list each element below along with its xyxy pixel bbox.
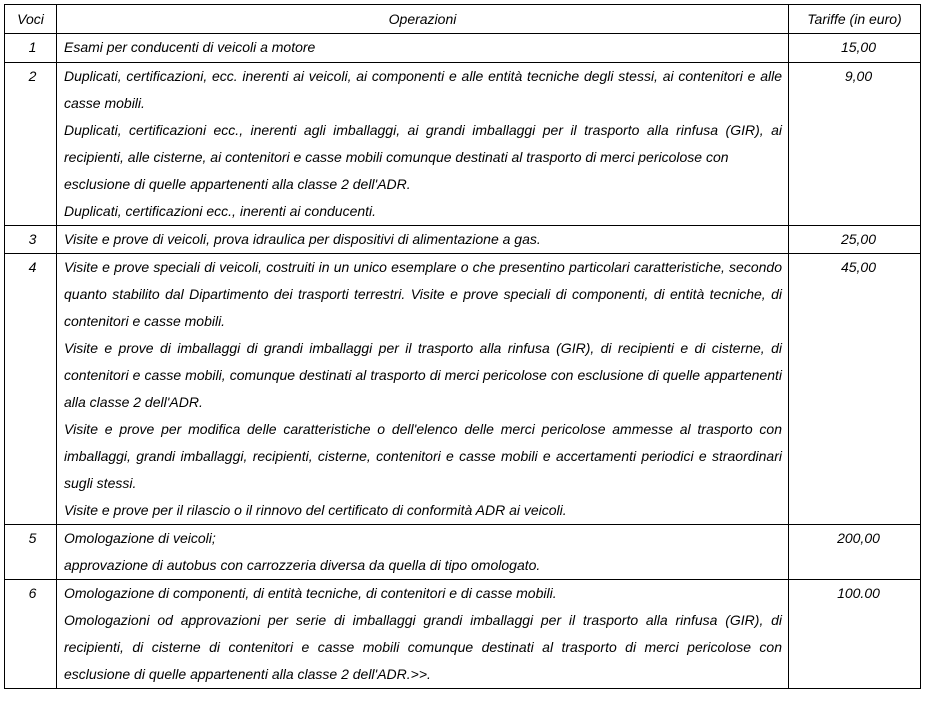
tariffa-cell: 45,00 xyxy=(789,254,921,525)
header-operazioni: Operazioni xyxy=(57,5,789,34)
operazioni-cell xyxy=(57,226,789,254)
operazione-text: approvazione di autobus con carrozzeria diversa da quella di tipo omologato. xyxy=(64,557,541,573)
operazione-text: Omologazione di componenti, di entità tecniche, di contenitori e di casse mobili. xyxy=(64,585,557,601)
operazione-text: Duplicati, certificazioni, ecc. inerenti ai veicoli, ai componenti e alle entità tecniche degli stessi, ai contenitori e alle casse mobili. xyxy=(64,68,782,111)
operazioni-cell xyxy=(57,34,789,63)
voce-cell: 6 xyxy=(5,580,57,689)
operazione-text: Esami per conducenti di veicoli a motore xyxy=(64,39,316,55)
operazione-text: Duplicati, certificazioni ecc., inerenti ai conducenti. xyxy=(64,203,377,219)
header-voci: Voci xyxy=(5,5,57,34)
operazione-text: Visite e prove per il rilascio o il rinnovo del certificato di conformità ADR ai veicoli. xyxy=(64,502,567,518)
tariffa-cell: 100.00 xyxy=(789,580,921,689)
table-row xyxy=(5,34,921,63)
operazione-text: Omologazioni od approvazioni per serie di imballaggi grandi imballaggi per il trasporto alla rinfusa (GIR), di recipienti, di cisterne di contenitori e casse mobili comunque destinati al trasporto di merci pericolose con esclusione di quelle appartenenti alla classe 2 dell'ADR.>>. xyxy=(64,612,782,682)
tariffa-cell: 15,00 xyxy=(789,34,921,63)
tariffa-cell: 25,00 xyxy=(789,226,921,254)
voce-cell: 5 xyxy=(5,525,57,580)
table-row xyxy=(5,580,921,689)
table-row xyxy=(5,63,921,226)
header-tariffe: Tariffe (in euro) xyxy=(789,5,921,34)
operazioni-cell xyxy=(57,580,789,689)
operazione-text: Visite e prove per modifica delle caratteristiche o dell'elenco delle merci pericolose ammesse al trasporto con imballaggi, grandi imballaggi, recipienti, cisterne, contenitori e casse mobili e accertamenti periodici e straordinari sugli stessi. xyxy=(64,421,782,491)
table-row xyxy=(5,254,921,525)
voce-cell: 4 xyxy=(5,254,57,525)
operazione-text: Visite e prove speciali di veicoli, costruiti in un unico esemplare o che presentino particolari caratteristiche, secondo quanto stabilito dal Dipartimento dei trasporti terrestri. Visite e prove speciali di componenti, di entità tecniche, di contenitori e casse mobili. xyxy=(64,259,782,329)
operazioni-cell xyxy=(57,63,789,226)
operazioni-cell xyxy=(57,525,789,580)
table-row xyxy=(5,525,921,580)
table-row xyxy=(5,226,921,254)
operazione-text: Visite e prove di imballaggi di grandi imballaggi per il trasporto alla rinfusa (GIR), di recipienti e di cisterne, di contenitori e casse mobili, comunque destinati al trasporto di merci pericolose con esclusione di quelle appartenenti alla classe 2 dell'ADR. xyxy=(64,340,782,410)
operazione-text: esclusione di quelle appartenenti alla classe 2 dell'ADR. xyxy=(64,176,411,192)
tariffa-cell: 9,00 xyxy=(789,63,921,226)
voce-cell: 2 xyxy=(5,63,57,226)
operazione-text: Omologazione di veicoli; xyxy=(64,530,216,546)
header-row xyxy=(5,5,921,34)
operazione-text: Duplicati, certificazioni ecc., inerenti agli imballaggi, ai grandi imballaggi per il trasporto alla rinfusa (GIR), ai recipienti, alle cisterne, ai contenitori e casse mobili comunque destinati al trasporto di merci pericolose con xyxy=(64,122,782,165)
voce-cell: 1 xyxy=(5,34,57,63)
voce-cell: 3 xyxy=(5,226,57,254)
tariffe-table xyxy=(4,4,921,689)
operazione-text: Visite e prove di veicoli, prova idraulica per dispositivi di alimentazione a gas. xyxy=(64,231,541,247)
tariffa-cell: 200,00 xyxy=(789,525,921,580)
operazioni-cell xyxy=(57,254,789,525)
